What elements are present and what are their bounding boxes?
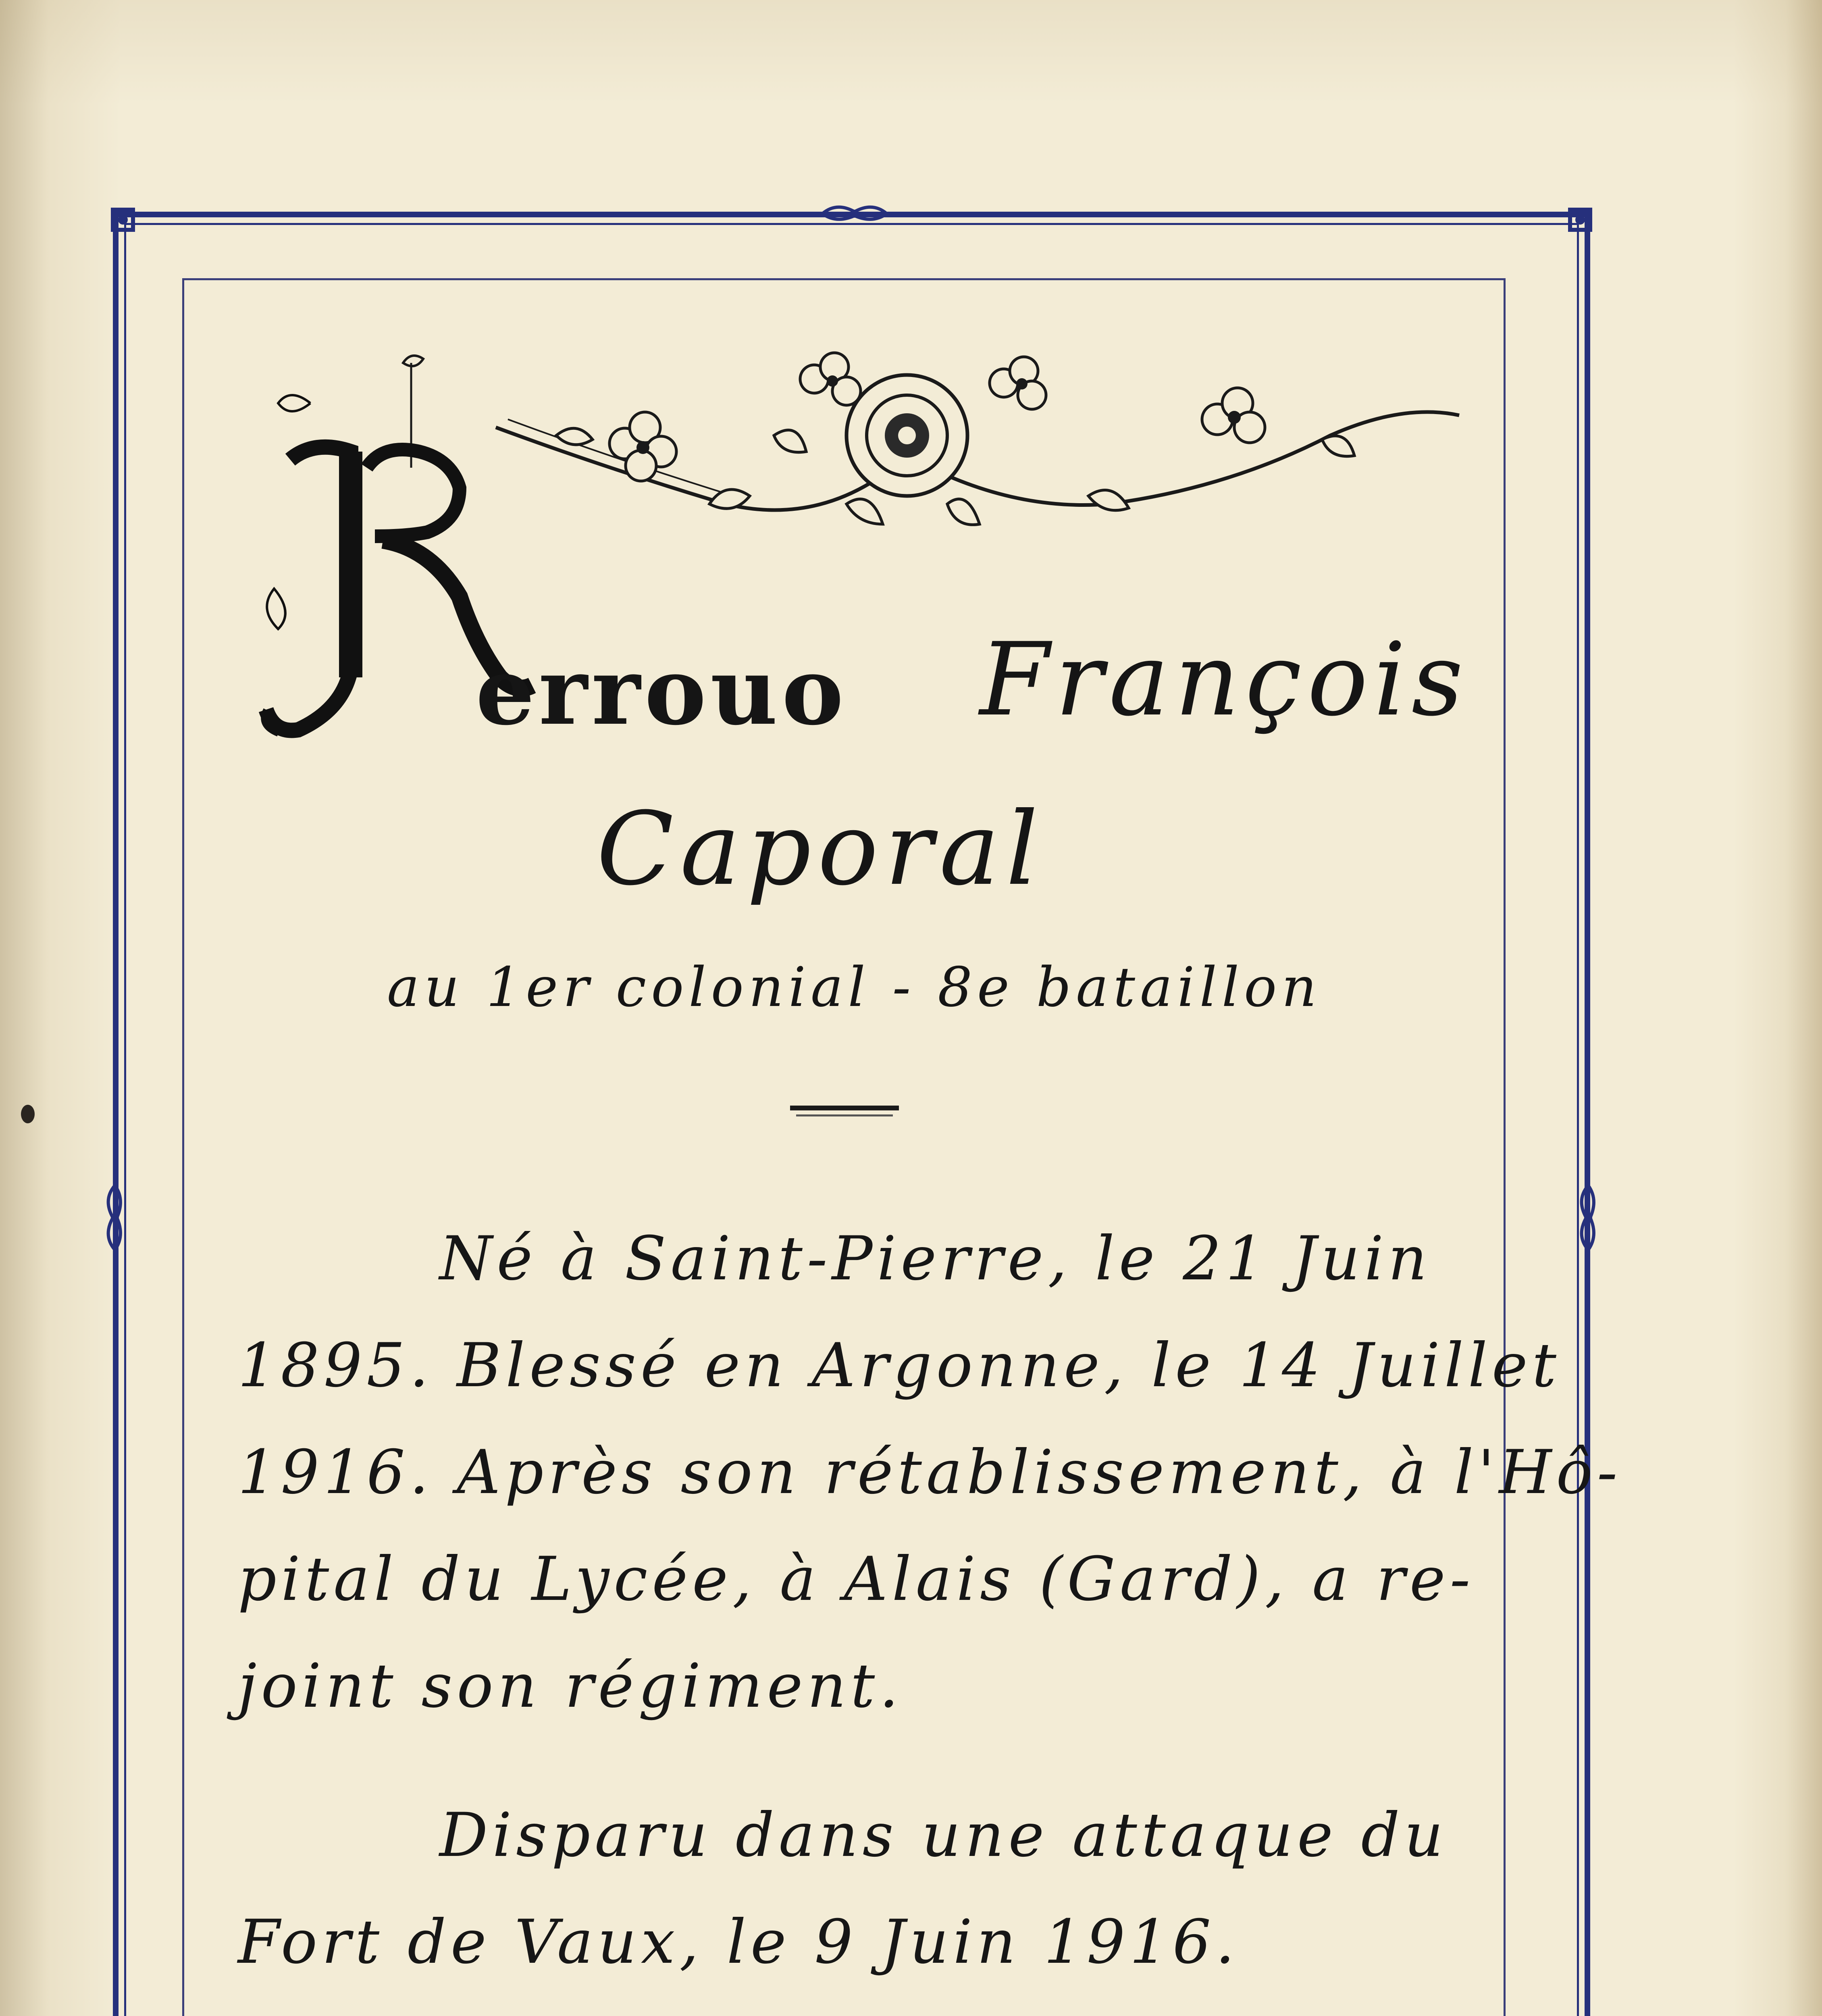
paragraph-line: pital du Lycée, à Alais (Gard), a re- (238, 1544, 1475, 1614)
paragraph-line: Disparu dans une attaque du (439, 1800, 1448, 1870)
first-name: François (980, 621, 1469, 738)
paragraph-biography (238, 1206, 1622, 1740)
frame-mid-ornament-icon (818, 200, 891, 228)
paragraph-disappearance (238, 1782, 1495, 1996)
paragraph-line: 1916. Après son rétablissement, à l'Hô- (238, 1437, 1622, 1508)
unit: au 1er colonial - 8e bataillon (387, 956, 1322, 1019)
frame-corner-ornament-icon (1558, 198, 1602, 242)
divider-rule-thin (796, 1114, 893, 1116)
frame-corner-ornament-icon (101, 198, 145, 242)
frame-mid-ornament-icon (1574, 1181, 1602, 1254)
surname (476, 637, 848, 746)
paragraph-line: joint son régiment. (238, 1651, 903, 1721)
rank: Caporal (597, 790, 1045, 908)
rose-garland-ornament-icon (484, 335, 1471, 585)
paragraph-line: Né à Saint-Pierre, le 21 Juin (439, 1224, 1432, 1294)
ink-spot (21, 1105, 35, 1123)
paragraph-line: 1895. Blessé en Argonne, le 14 Juillet (238, 1331, 1561, 1401)
paragraph-line: Fort de Vaux, le 9 Juin 1916. (238, 1907, 1239, 1977)
frame-mid-ornament-icon (101, 1181, 129, 1254)
divider-rule (790, 1106, 899, 1110)
surname-rest: errouo (476, 637, 848, 746)
